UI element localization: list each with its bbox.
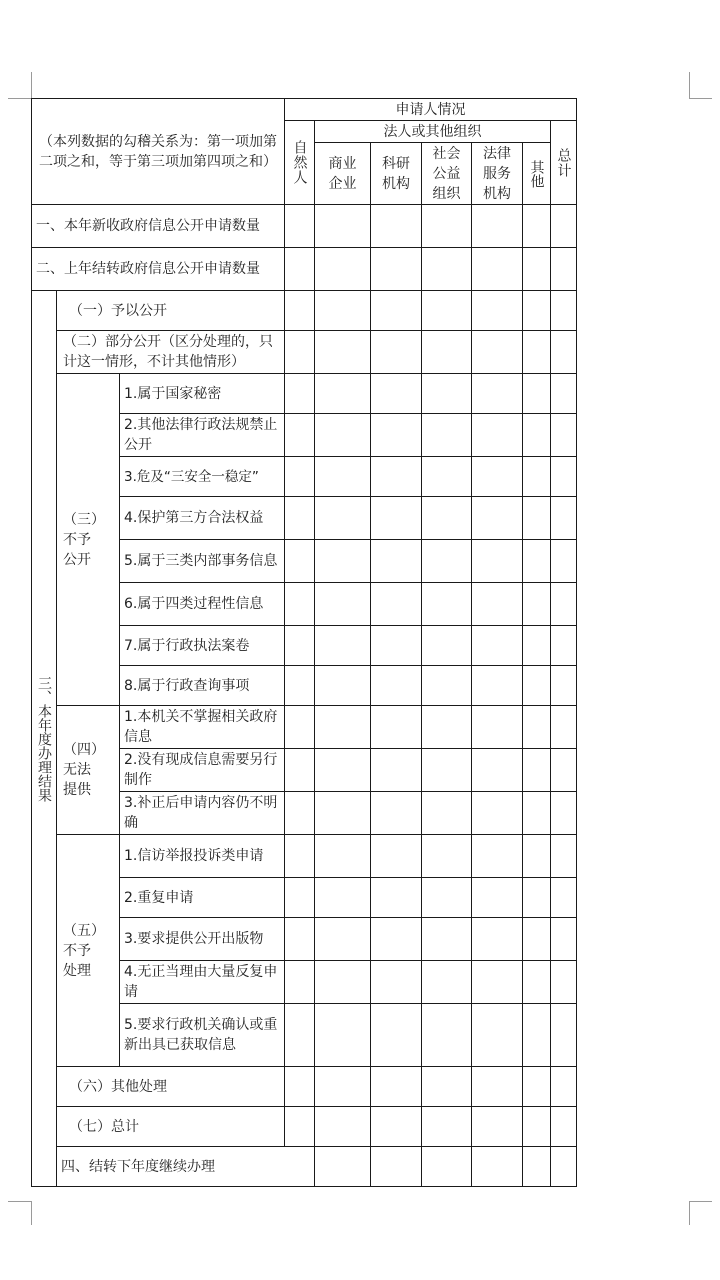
table-cell (422, 961, 472, 1004)
table-cell (523, 706, 551, 749)
cannot-provide-item: 2.没有现成信息需要另行制作 (120, 749, 285, 792)
not-disclosed-item: 1.属于国家秘密 (120, 374, 285, 414)
table-cell (315, 1067, 371, 1107)
table-cell (472, 918, 523, 961)
table-cell (472, 626, 523, 666)
table-cell (422, 457, 472, 497)
header-other: 其他 (523, 143, 551, 205)
table-cell (422, 497, 472, 540)
not-disclosed-item: 3.危及“三安全一稳定” (120, 457, 285, 497)
not-processed-item: 1.信访举报投诉类申请 (120, 835, 285, 878)
row-partial-disclose: （二）部分公开（区分处理的，只计这一情形，不计其他情形） (57, 331, 285, 374)
table-cell (315, 666, 371, 706)
table-cell (551, 1107, 577, 1147)
table-cell (551, 414, 577, 457)
table-cell (285, 540, 315, 583)
table-cell (422, 1147, 472, 1187)
table-cell (315, 878, 371, 918)
table-cell (472, 291, 523, 331)
table-cell (285, 1004, 315, 1067)
table-cell (422, 583, 472, 626)
table-cell (472, 248, 523, 291)
table-cell (422, 1107, 472, 1147)
table-cell (315, 1147, 371, 1187)
table-cell (315, 792, 371, 835)
table-cell (285, 331, 315, 374)
table-cell (523, 291, 551, 331)
table-cell (472, 1147, 523, 1187)
table-cell (551, 1067, 577, 1107)
table-cell (422, 918, 472, 961)
row-carryover-applications: 二、上年结转政府信息公开申请数量 (32, 248, 285, 291)
table-cell (551, 792, 577, 835)
table-cell (523, 918, 551, 961)
table-cell (315, 918, 371, 961)
table-cell (371, 792, 422, 835)
table-cell (472, 1004, 523, 1067)
crop-mark-br-v (689, 1201, 690, 1225)
table-cell (551, 706, 577, 749)
table-cell (422, 291, 472, 331)
table-cell (285, 457, 315, 497)
cannot-provide-item: 1.本机关不掌握相关政府信息 (120, 706, 285, 749)
crop-mark-tr-h (689, 98, 712, 99)
not-disclosed-item: 8.属于行政查询事项 (120, 666, 285, 706)
table-cell (285, 497, 315, 540)
table-cell (551, 291, 577, 331)
not-processed-item: 5.要求行政机关确认或重新出具已获取信息 (120, 1004, 285, 1067)
table-cell (371, 1147, 422, 1187)
not-disclosed-item: 6.属于四类过程性信息 (120, 583, 285, 626)
table-cell (523, 666, 551, 706)
row-carry-forward: 四、结转下年度继续办理 (57, 1147, 315, 1187)
table-cell (371, 1107, 422, 1147)
table-cell (523, 961, 551, 1004)
table-cell (472, 331, 523, 374)
table-cell (472, 961, 523, 1004)
table-cell (285, 374, 315, 414)
table-cell (371, 374, 422, 414)
table-cell (285, 583, 315, 626)
table-cell (523, 1107, 551, 1147)
table-cell (285, 414, 315, 457)
table-cell (285, 918, 315, 961)
table-cell (285, 626, 315, 666)
table-cell (422, 540, 472, 583)
table-cell (472, 457, 523, 497)
table-cell (422, 205, 472, 248)
table-cell (472, 1067, 523, 1107)
table-cell (371, 749, 422, 792)
table-cell (523, 626, 551, 666)
table-cell (315, 583, 371, 626)
table-cell (371, 666, 422, 706)
table-cell (285, 205, 315, 248)
table-cell (422, 878, 472, 918)
table-cell (285, 291, 315, 331)
table-cell (315, 1004, 371, 1067)
table-cell (472, 792, 523, 835)
header-commercial: 商业企业 (315, 143, 371, 205)
table-cell (472, 414, 523, 457)
crop-mark-bl-v (31, 1201, 32, 1225)
table-cell (472, 374, 523, 414)
table-cell (551, 497, 577, 540)
table-cell (285, 961, 315, 1004)
table-cell (422, 626, 472, 666)
table-cell (472, 497, 523, 540)
table-cell (315, 706, 371, 749)
not-disclosed-item: 4.保护第三方合法权益 (120, 497, 285, 540)
table-cell (371, 540, 422, 583)
table-cell (371, 414, 422, 457)
table-cell (371, 291, 422, 331)
table-cell (315, 497, 371, 540)
table-cell (551, 835, 577, 878)
table-cell (371, 583, 422, 626)
table-cell (523, 205, 551, 248)
table-cell (523, 583, 551, 626)
table-cell (551, 457, 577, 497)
table-cell (315, 540, 371, 583)
table-cell (315, 205, 371, 248)
table-cell (551, 540, 577, 583)
table-cell (523, 792, 551, 835)
table-cell (371, 878, 422, 918)
row-other-processing: （六）其他处理 (57, 1067, 285, 1107)
crop-mark-tl-v (31, 72, 32, 98)
table-cell (523, 331, 551, 374)
table-cell (315, 291, 371, 331)
row-new-applications: 一、本年新收政府信息公开申请数量 (32, 205, 285, 248)
table-cell (371, 1067, 422, 1107)
table-cell (472, 706, 523, 749)
table-cell (472, 583, 523, 626)
crop-mark-br-h (689, 1201, 712, 1202)
table-cell (472, 749, 523, 792)
table-cell (472, 878, 523, 918)
table-cell (285, 835, 315, 878)
row-section-total: （七）总计 (57, 1107, 285, 1147)
table-cell (371, 497, 422, 540)
not-processed-item: 3.要求提供公开出版物 (120, 918, 285, 961)
not-processed-item: 2.重复申请 (120, 878, 285, 918)
table-cell (371, 835, 422, 878)
table-cell (315, 749, 371, 792)
table-cell (285, 706, 315, 749)
table-cell (371, 1004, 422, 1067)
table-cell (472, 666, 523, 706)
table-cell (523, 1004, 551, 1067)
table-cell (422, 835, 472, 878)
table-cell (315, 961, 371, 1004)
table-cell (551, 331, 577, 374)
table-cell (523, 248, 551, 291)
table-cell (422, 1004, 472, 1067)
table-cell (285, 749, 315, 792)
not-processed-item: 4.无正当理由大量反复申请 (120, 961, 285, 1004)
not-disclosed-item: 5.属于三类内部事务信息 (120, 540, 285, 583)
table-cell (472, 835, 523, 878)
table-cell (422, 331, 472, 374)
table-cell (523, 497, 551, 540)
table-cell (523, 414, 551, 457)
table-cell (551, 1147, 577, 1187)
table-cell (523, 835, 551, 878)
table-cell (371, 706, 422, 749)
table-cell (422, 706, 472, 749)
table-cell (315, 626, 371, 666)
table-cell (551, 961, 577, 1004)
header-total: 总计 (551, 121, 577, 205)
cannot-provide-item: 3.补正后申请内容仍不明确 (120, 792, 285, 835)
table-cell (422, 374, 472, 414)
header-natural-person: 自然人 (285, 121, 315, 205)
table-cell (422, 1067, 472, 1107)
table-cell (551, 626, 577, 666)
group-not-disclosed: （三）不予公开 (57, 374, 120, 706)
group-cannot-provide: （四）无法提供 (57, 706, 120, 835)
table-cell (285, 878, 315, 918)
table-cell (371, 961, 422, 1004)
table-cell (551, 749, 577, 792)
table-cell (551, 1004, 577, 1067)
header-public-welfare: 社会公益组织 (422, 143, 472, 205)
table-cell (315, 1107, 371, 1147)
group-not-processed: （五）不予处理 (57, 835, 120, 1067)
table-cell (285, 248, 315, 291)
disclosure-stats-table (31, 98, 577, 1187)
table-cell (285, 1107, 315, 1147)
table-cell (472, 540, 523, 583)
table-cell (285, 666, 315, 706)
table-cell (371, 626, 422, 666)
table-cell (551, 583, 577, 626)
header-legal-service: 法律服务机构 (472, 143, 523, 205)
not-disclosed-item: 7.属于行政执法案卷 (120, 626, 285, 666)
table-cell (551, 248, 577, 291)
table-cell (371, 457, 422, 497)
table-cell (285, 792, 315, 835)
not-disclosed-item: 2.其他法律行政法规禁止公开 (120, 414, 285, 457)
crop-mark-tl-h (8, 98, 31, 99)
table-cell (551, 666, 577, 706)
table-cell (551, 205, 577, 248)
table-cell (422, 666, 472, 706)
table-cell (422, 248, 472, 291)
table-cell (472, 1107, 523, 1147)
table-cell (523, 878, 551, 918)
table-cell (422, 749, 472, 792)
table-cell (551, 374, 577, 414)
table-cell (315, 331, 371, 374)
row-results-label: 三、本年度办理结果 (32, 291, 57, 1187)
table-cell (422, 792, 472, 835)
header-research: 科研机构 (371, 143, 422, 205)
crop-mark-tr-v (689, 72, 690, 98)
table-cell (371, 331, 422, 374)
table-cell (315, 248, 371, 291)
table-cell (523, 1067, 551, 1107)
crop-mark-bl-h (8, 1201, 31, 1202)
table-cell (523, 374, 551, 414)
table-cell (285, 1067, 315, 1107)
table-cell (523, 1147, 551, 1187)
header-legal-group: 法人或其他组织 (315, 121, 551, 143)
table-cell (523, 749, 551, 792)
row-disclose: （一）予以公开 (57, 291, 285, 331)
table-cell (371, 248, 422, 291)
table-cell (551, 918, 577, 961)
table-cell (315, 835, 371, 878)
table-cell (523, 457, 551, 497)
header-note: （本列数据的勾稽关系为：第一项加第二项之和，等于第三项加第四项之和） (32, 99, 285, 205)
table-cell (472, 205, 523, 248)
table-cell (315, 457, 371, 497)
table-cell (371, 918, 422, 961)
table-cell (315, 374, 371, 414)
table-cell (315, 414, 371, 457)
table-cell (371, 205, 422, 248)
table-cell (523, 540, 551, 583)
header-applicant-info: 申请人情况 (285, 99, 577, 121)
table-cell (422, 414, 472, 457)
table-cell (551, 878, 577, 918)
